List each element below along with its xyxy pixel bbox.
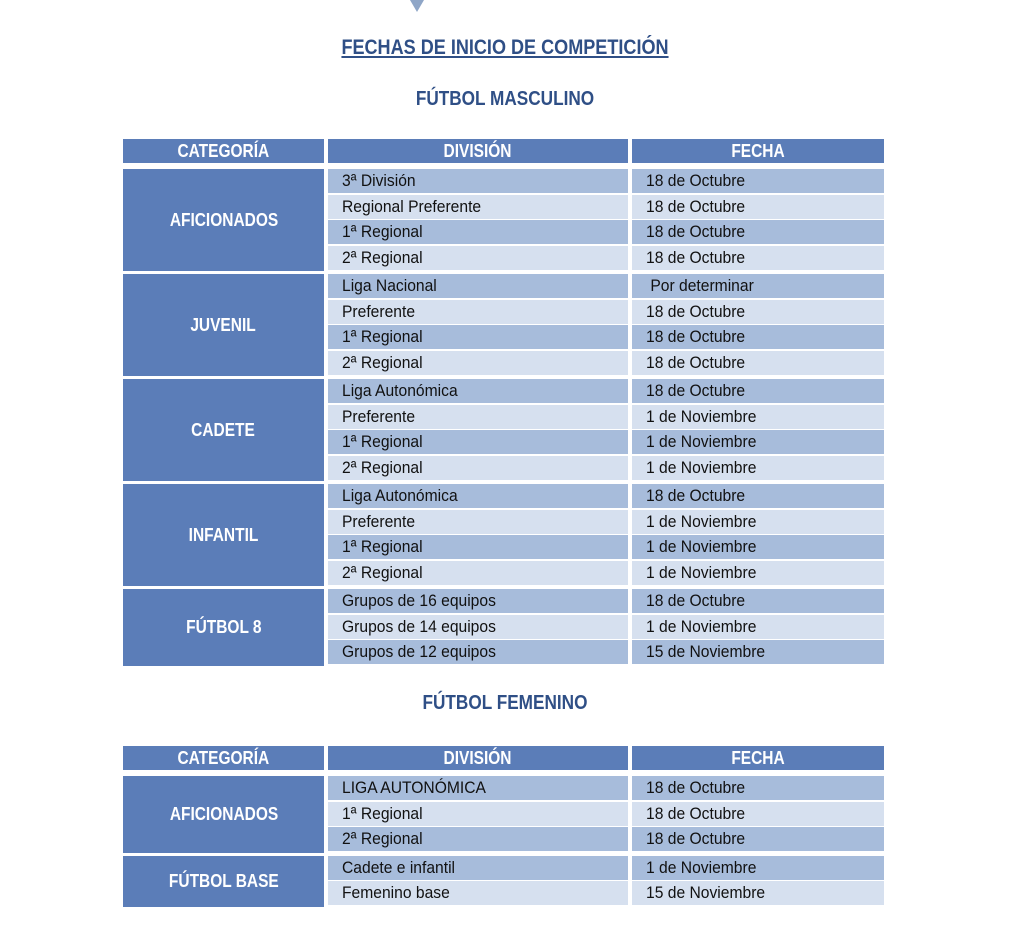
category-label: FÚTBOL 8 — [185, 616, 262, 637]
table-row — [328, 220, 884, 246]
date-label: 18 de Octubre — [646, 829, 746, 848]
division-cell — [328, 430, 628, 454]
header-division: DIVISIÓN — [328, 139, 628, 163]
table-body — [123, 169, 884, 666]
division-label: 2ª Regional — [342, 457, 423, 477]
date-cell — [632, 640, 884, 664]
table-row — [328, 195, 884, 221]
division-label: 1ª Regional — [342, 537, 423, 556]
date-label: 18 de Octubre — [646, 352, 746, 372]
table-header — [123, 746, 884, 770]
category-cell — [123, 169, 324, 271]
category-group — [123, 379, 884, 481]
date-label: 1 de Noviembre — [646, 432, 757, 451]
date-label: 1 de Noviembre — [646, 406, 757, 426]
division-cell — [328, 484, 628, 508]
date-cell — [632, 802, 884, 826]
header-categoria: CATEGORÍA — [123, 746, 324, 770]
date-label: 1 de Noviembre — [646, 537, 757, 556]
division-cell — [328, 827, 628, 851]
division-label: Femenino base — [342, 883, 450, 902]
category-label: AFICIONADOS — [169, 803, 278, 824]
date-cell — [632, 430, 884, 454]
division-label: Grupos de 14 equipos — [342, 616, 496, 636]
table-masculino — [123, 139, 884, 669]
table-row — [328, 379, 884, 405]
date-cell — [632, 510, 884, 534]
division-label: Preferente — [342, 406, 416, 426]
division-label: 2ª Regional — [342, 829, 423, 848]
division-cell — [328, 456, 628, 480]
category-group — [123, 484, 884, 586]
date-label: 1 de Noviembre — [646, 511, 757, 531]
table-row — [328, 510, 884, 536]
table-row — [328, 405, 884, 431]
table-row — [328, 856, 884, 882]
date-label: 15 de Noviembre — [646, 883, 766, 902]
date-label: 18 de Octubre — [646, 222, 746, 241]
date-cell — [632, 195, 884, 219]
date-label: 1 de Noviembre — [646, 562, 757, 582]
division-label: Preferente — [342, 511, 416, 531]
table-row — [328, 430, 884, 456]
division-cell — [328, 856, 628, 880]
table-row — [328, 615, 884, 641]
category-group — [123, 776, 884, 853]
date-label: Por determinar — [646, 276, 754, 295]
division-cell — [328, 405, 628, 429]
table-row — [328, 881, 884, 907]
division-cell — [328, 169, 628, 193]
date-cell — [632, 776, 884, 800]
date-label: 18 de Octubre — [646, 486, 746, 505]
category-label: FÚTBOL BASE — [168, 870, 279, 891]
division-cell — [328, 379, 628, 403]
date-cell — [632, 300, 884, 324]
date-cell — [632, 220, 884, 244]
date-cell — [632, 535, 884, 559]
category-group — [123, 274, 884, 376]
division-label: Liga Nacional — [342, 276, 437, 295]
category-label: CADETE — [191, 419, 256, 440]
category-label: AFICIONADOS — [169, 209, 278, 230]
division-label: 1ª Regional — [342, 432, 423, 451]
category-cell — [123, 776, 324, 853]
date-label: 1 de Noviembre — [646, 616, 757, 636]
table-femenino — [123, 746, 884, 910]
table-row — [328, 300, 884, 326]
division-label: Grupos de 16 equipos — [342, 591, 496, 610]
division-cell — [328, 510, 628, 534]
date-label: 1 de Noviembre — [646, 857, 757, 877]
table-row — [328, 169, 884, 195]
division-cell — [328, 300, 628, 324]
page-title: FECHAS DE INICIO DE COMPETICIÓN — [341, 36, 669, 59]
section-title-masculino: FÚTBOL MASCULINO — [415, 88, 595, 110]
date-cell — [632, 856, 884, 880]
date-label: 18 de Octubre — [646, 381, 746, 400]
category-cell — [123, 856, 324, 907]
date-cell — [632, 827, 884, 851]
division-cell — [328, 325, 628, 349]
table-row — [328, 776, 884, 802]
division-label: 2ª Regional — [342, 562, 423, 582]
division-cell — [328, 881, 628, 905]
category-cell — [123, 589, 324, 666]
division-label: Regional Preferente — [342, 196, 482, 216]
triangle-marker-icon — [410, 0, 424, 12]
table-row — [328, 640, 884, 666]
division-label: Liga Autonómica — [342, 486, 458, 505]
table-body — [123, 776, 884, 907]
division-cell — [328, 640, 628, 664]
date-label: 18 de Octubre — [646, 803, 746, 823]
date-label: 1 de Noviembre — [646, 457, 757, 477]
category-cell — [123, 274, 324, 376]
date-cell — [632, 274, 884, 298]
division-label: 3ª División — [342, 171, 416, 190]
date-cell — [632, 615, 884, 639]
category-cell — [123, 379, 324, 481]
division-label: Cadete e infantil — [342, 857, 456, 877]
division-cell — [328, 802, 628, 826]
division-label: 1ª Regional — [342, 222, 423, 241]
division-label: 1ª Regional — [342, 327, 423, 346]
date-label: 18 de Octubre — [646, 327, 746, 346]
division-label: Liga Autonómica — [342, 381, 458, 400]
date-label: 18 de Octubre — [646, 196, 746, 216]
division-cell — [328, 776, 628, 800]
date-cell — [632, 589, 884, 613]
division-label: Preferente — [342, 301, 416, 321]
division-label: 2ª Regional — [342, 352, 423, 372]
table-row — [328, 589, 884, 615]
date-cell — [632, 325, 884, 349]
date-label: 15 de Noviembre — [646, 642, 766, 661]
division-cell — [328, 195, 628, 219]
date-cell — [632, 881, 884, 905]
section-title-femenino: FÚTBOL FEMENINO — [422, 692, 588, 714]
division-cell — [328, 246, 628, 270]
division-label: 2ª Regional — [342, 247, 423, 267]
table-row — [328, 456, 884, 482]
date-cell — [632, 379, 884, 403]
table-row — [328, 325, 884, 351]
date-label: 18 de Octubre — [646, 171, 746, 190]
date-label: 18 de Octubre — [646, 591, 746, 610]
date-cell — [632, 561, 884, 585]
table-row — [328, 246, 884, 272]
table-row — [328, 351, 884, 377]
division-cell — [328, 220, 628, 244]
category-label: JUVENIL — [190, 314, 257, 335]
division-cell — [328, 535, 628, 559]
division-label: LIGA AUTONÓMICA — [342, 778, 486, 797]
date-label: 18 de Octubre — [646, 301, 746, 321]
division-cell — [328, 274, 628, 298]
date-cell — [632, 456, 884, 480]
table-row — [328, 484, 884, 510]
table-header — [123, 139, 884, 163]
date-cell — [632, 405, 884, 429]
category-cell — [123, 484, 324, 586]
division-label: Grupos de 12 equipos — [342, 642, 496, 661]
division-label: 1ª Regional — [342, 803, 423, 823]
header-fecha: FECHA — [632, 139, 884, 163]
table-row — [328, 274, 884, 300]
table-row — [328, 535, 884, 561]
date-cell — [632, 246, 884, 270]
category-label: INFANTIL — [188, 524, 259, 545]
header-categoria: CATEGORÍA — [123, 139, 324, 163]
division-cell — [328, 351, 628, 375]
category-group — [123, 856, 884, 907]
date-label: 18 de Octubre — [646, 247, 746, 267]
table-row — [328, 827, 884, 853]
category-group — [123, 589, 884, 666]
division-cell — [328, 561, 628, 585]
table-row — [328, 802, 884, 828]
division-cell — [328, 615, 628, 639]
table-row — [328, 561, 884, 587]
date-label: 18 de Octubre — [646, 778, 746, 797]
date-cell — [632, 351, 884, 375]
division-cell — [328, 589, 628, 613]
category-group — [123, 169, 884, 271]
header-fecha: FECHA — [632, 746, 884, 770]
date-cell — [632, 484, 884, 508]
header-division: DIVISIÓN — [328, 746, 628, 770]
date-cell — [632, 169, 884, 193]
